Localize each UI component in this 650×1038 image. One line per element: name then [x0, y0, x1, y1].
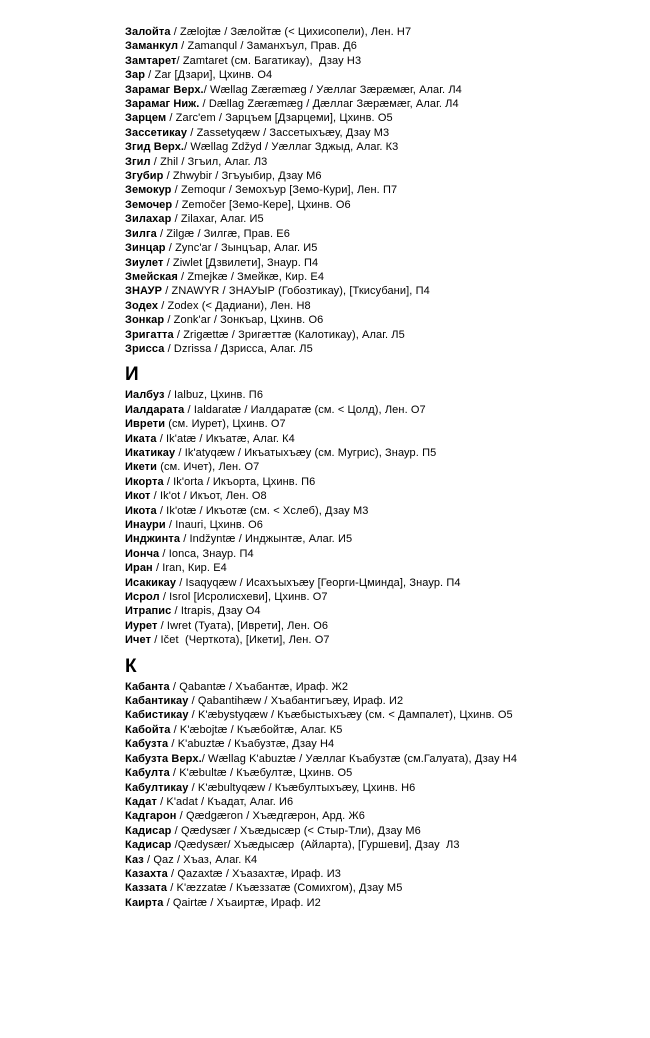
entry-rest: / Dzrissa / Дзрисса, Алаг. Л5	[164, 342, 313, 355]
entry-headword: Зарамаг Верх.	[125, 83, 204, 96]
entry-headword: Иалдарата	[125, 403, 185, 416]
entry-headword: Иврети	[125, 418, 166, 431]
entry-headword: Иалбуз	[125, 389, 165, 402]
entry-line	[125, 388, 635, 402]
entry-line	[125, 155, 635, 169]
entry-rest: / Qædgæron / Хъæдгæрон, Ард. Ж6	[176, 810, 365, 823]
entry-headword: Зрисса	[125, 342, 165, 355]
entry-line	[125, 256, 635, 270]
entry-headword: Зилга	[125, 227, 157, 240]
entry-headword: Згид Верх.	[125, 141, 185, 154]
entry-headword: Залойта	[125, 26, 171, 38]
entry-headword: Каирта	[125, 896, 164, 909]
entry-line	[125, 54, 635, 68]
entry-line	[125, 140, 635, 154]
entry-rest: / Zync'ar / Зынцъар, Алаг. И5	[165, 242, 318, 255]
entry-headword: Зиулет	[125, 256, 164, 269]
entry-headword: Кабулта	[125, 767, 170, 780]
entry-line	[125, 97, 635, 111]
entry-rest: / K'abuztæ / Къабузтæ, Дзау Н4	[168, 738, 335, 751]
entry-line	[125, 881, 635, 895]
entry-headword: Икатикау	[125, 446, 176, 459]
entry-headword: Кадгарон	[125, 810, 177, 823]
entry-headword: Замтарет	[125, 54, 177, 67]
entry-headword: Кадисар	[125, 824, 172, 837]
entry-line	[125, 504, 635, 518]
entry-headword: Згубир	[125, 170, 164, 183]
entry-line	[125, 489, 635, 503]
entry-rest: / Zælojtæ / Зæлойтæ (< Цихисопели), Лен. Н7	[170, 26, 412, 38]
entry-line	[125, 212, 635, 226]
entry-rest: / Zrigættæ / Зригæттæ (Калотикау), Алаг. Л5	[173, 328, 405, 341]
entry-line	[125, 518, 635, 532]
entry-rest: (см. Иурет), Цхинв. О7	[165, 418, 286, 431]
entry-rest: / Ialbuz, Цхинв. П6	[164, 389, 264, 402]
entry-line	[125, 126, 635, 140]
entry-rest: / Wællag K'abuztæ / Уæллаг Къабузтæ (см.Галуата), Дзау Н4	[201, 752, 518, 765]
entry-rest: / Zamanqul / Заманхъул, Прав. Д6	[178, 40, 357, 53]
entry-rest: / Zhwybir / Згъуыбир, Дзау М6	[163, 170, 322, 183]
entry-line	[125, 198, 635, 212]
entry-rest: / Zemočer [Земо-Кере], Цхинв. О6	[172, 198, 351, 211]
entry-headword: Исакикау	[125, 576, 177, 589]
entry-rest: / Isaqyqæw / Исахъыхъæу [Георги-Цминда], Знаур. П4	[176, 576, 461, 589]
entry-headword: Ичет	[125, 634, 152, 647]
entry-rest: / Iwret (Туата), [Иврети], Лен. О6	[157, 619, 329, 632]
entry-line	[125, 619, 635, 633]
entry-rest: / K'æbystyqæw / Къæбыстыхъæу (см. < Дампалет), Цхинв. О5	[188, 709, 513, 722]
entry-rest: / Ičet (Черткота), [Икети], Лен. О7	[151, 634, 330, 647]
entry-rest: / Zarc'em / Зарцъем [Дзарцеми], Цхинв. О5	[166, 112, 393, 125]
entry-line	[125, 227, 635, 241]
entry-headword: Ионча	[125, 547, 160, 560]
entry-rest: / Zilaxar, Алаг. И5	[171, 213, 264, 226]
entry-headword: Зар	[125, 69, 146, 82]
section-letter: К	[125, 655, 137, 677]
entry-headword: Кабултикау	[125, 781, 189, 794]
entry-rest: / Qazaxtæ / Хъазахтæ, Ираф. И3	[167, 867, 341, 880]
entry-headword: Инаури	[125, 519, 166, 531]
entry-headword: Земокур	[125, 184, 172, 197]
entry-headword: Каззата	[125, 882, 168, 895]
entry-line	[125, 708, 635, 722]
entry-rest: / Ik'ot / Икъот, Лен. О8	[150, 490, 267, 503]
entry-rest: / Ik'atyqæw / Икъатыхъæу (см. Мугрис), Знаур. П5	[175, 446, 437, 459]
entry-rest: / Qairtæ / Хъаиртæ, Ираф. И2	[163, 896, 321, 909]
entry-headword: Кадисар	[125, 839, 172, 852]
entry-headword: Земочер	[125, 198, 173, 211]
entry-headword: Зодех	[125, 299, 159, 312]
entry-rest: / Ik'atæ / Икъатæ, Алаг. К4	[156, 432, 295, 445]
entry-headword: Казахта	[125, 867, 168, 880]
entry-headword: Каз	[125, 853, 144, 866]
entry-rest: / Iran, Кир. Е4	[152, 562, 227, 575]
entry-rest: / K'æbojtæ / Къæбойтæ, Алаг. К5	[170, 723, 343, 736]
entry-headword: Кабузта	[125, 738, 169, 751]
entry-line	[125, 446, 635, 460]
entry-line	[125, 403, 635, 417]
entry-headword: Заманкул	[125, 40, 179, 53]
entry-line	[125, 68, 635, 82]
entry-headword: Инджинта	[125, 533, 181, 546]
entry-headword: Зассетикау	[125, 126, 188, 139]
entry-rest: / K'æbultyqæw / Къæбултыхъæу, Цхинв. Н6	[188, 781, 416, 794]
entry-rest: / Wællag Zdžyd / Уæллаг Зджыд, Алаг. К3	[184, 141, 399, 154]
entry-headword: Зарцем	[125, 112, 167, 125]
entry-headword: Икот	[125, 490, 151, 503]
entry-rest: / Indžyntæ / Инджынтæ, Алаг. И5	[180, 533, 353, 546]
entry-rest: /Qædysær/ Хъæдысæр (Айларта), [Гуршеви], Дзау Л3	[171, 839, 460, 852]
entry-line	[125, 169, 635, 183]
entry-line	[125, 460, 635, 474]
entry-rest: / Qædysær / Хъæдысæр (< Стыр-Тли), Дзау М6	[171, 824, 421, 837]
entry-list	[125, 25, 635, 910]
entry-line	[125, 737, 635, 751]
entry-rest: / Ik'orta / Икъорта, Цхинв. П6	[163, 475, 316, 488]
entry-line	[125, 532, 635, 546]
entry-line	[125, 241, 635, 255]
entry-line	[125, 183, 635, 197]
entry-rest: / Zilgæ / Зилгæ, Прав. Е6	[156, 227, 290, 240]
entry-line	[125, 284, 635, 298]
entry-rest: / Qabantihæw / Хъабантигъæу, Ираф. И2	[188, 695, 404, 708]
entry-rest: / Itrapis, Дзау О4	[171, 605, 261, 618]
entry-headword: Исрол	[125, 591, 160, 604]
entry-line	[125, 299, 635, 313]
entry-rest: / K'æbultæ / Къæбултæ, Цхинв. О5	[169, 767, 353, 780]
entry-line	[125, 475, 635, 489]
entry-rest: / Ik'otæ / Икъотæ (см. < Хслеб), Дзау М3	[156, 504, 369, 517]
entry-line	[125, 723, 635, 737]
entry-headword: Зонкар	[125, 314, 165, 327]
entry-headword: Икота	[125, 504, 157, 517]
entry-rest: / Ziwlet [Дзвилети], Знаур. П4	[163, 256, 319, 269]
entry-rest: / Zhil / Згъил, Алаг. Л3	[150, 155, 268, 168]
entry-line	[125, 795, 635, 809]
entry-line	[125, 111, 635, 125]
entry-line	[125, 694, 635, 708]
entry-rest: / Zemoqur / Земохъур [Земо-Кури], Лен. П7	[171, 184, 398, 197]
entry-line	[125, 561, 635, 575]
entry-line	[125, 838, 635, 852]
entry-headword: Икети	[125, 461, 158, 474]
entry-rest: / Isrol [Исролисхеви], Цхинв. О7	[159, 591, 328, 604]
entry-line	[125, 39, 635, 53]
entry-headword: Кабузта Верх.	[125, 752, 202, 765]
entry-line	[125, 633, 635, 647]
entry-rest: / Ialdaratæ / Иалдаратæ (см. < Цолд), Лен. О7	[184, 403, 426, 416]
entry-rest: / Wællag Zæræmæg / Уæллаг Зæрæмæг, Алаг. Л4	[203, 83, 462, 96]
entry-rest: / Zar [Дзари], Цхинв. О4	[145, 69, 273, 82]
entry-line	[125, 342, 635, 356]
entry-rest: / Zodex (< Дадиани), Лен. Н8	[158, 299, 311, 312]
entry-line	[125, 83, 635, 97]
entry-rest: / Zonk'ar / Зонкъар, Цхинв. О6	[164, 314, 324, 327]
entry-headword: Итрапис	[125, 605, 172, 618]
entry-rest: / Inauri, Цхинв. О6	[165, 519, 264, 531]
entry-line	[125, 547, 635, 561]
entry-headword: ЗНАУР	[125, 285, 163, 298]
entry-line	[125, 853, 635, 867]
entry-line	[125, 590, 635, 604]
section-letter: И	[125, 364, 139, 386]
entry-headword: Иката	[125, 432, 157, 445]
entry-line	[125, 576, 635, 590]
entry-headword: Згил	[125, 155, 151, 168]
entry-headword: Кадат	[125, 795, 157, 808]
entry-line	[125, 824, 635, 838]
entry-headword: Зарамаг Ниж.	[125, 98, 200, 111]
entry-line	[125, 896, 635, 910]
entry-headword: Зинцар	[125, 242, 166, 255]
entry-line	[125, 328, 635, 342]
entry-headword: Иурет	[125, 619, 158, 632]
entry-line	[125, 417, 635, 431]
entry-line	[125, 270, 635, 284]
entry-headword: Кабойта	[125, 723, 171, 736]
entry-line	[125, 680, 635, 694]
entry-headword: Зригатта	[125, 328, 174, 341]
entry-headword: Змейская	[125, 270, 178, 283]
entry-line	[125, 781, 635, 795]
entry-line	[125, 604, 635, 618]
entry-rest: / Zamtaret (см. Багатикау), Дзау Н3	[176, 54, 362, 67]
entry-rest: / Ionca, Знаур. П4	[159, 547, 254, 560]
entry-rest: / Qaz / Хъаз, Алаг. К4	[143, 853, 258, 866]
entry-rest: (см. Ичет), Лен. О7	[157, 461, 260, 474]
entry-line	[125, 25, 635, 39]
entry-line	[125, 867, 635, 881]
entry-headword: Зилахар	[125, 213, 172, 226]
document-page	[125, 25, 635, 910]
entry-line	[125, 809, 635, 823]
entry-headword: Кабанта	[125, 680, 170, 693]
entry-rest: / K'adat / Къадат, Алаг. И6	[156, 795, 294, 808]
entry-headword: Кабистикау	[125, 709, 189, 722]
entry-line	[125, 766, 635, 780]
entry-rest: / Dællag Zæræmæg / Дæллаг Зæрæмæг, Алаг. Л4	[199, 98, 459, 111]
entry-headword: Икорта	[125, 475, 164, 488]
entry-rest: / ZNAWYR / ЗНАУЫР (Гобозтикау), [Ткисубани], П4	[162, 285, 430, 298]
entry-rest: / Qabantæ / Хъабантæ, Ираф. Ж2	[169, 680, 349, 693]
entry-rest: / Zmejkæ / Змейкæ, Кир. Е4	[177, 270, 325, 283]
entry-line	[125, 752, 635, 766]
entry-line	[125, 432, 635, 446]
entry-headword: Кабантикау	[125, 695, 189, 708]
entry-rest: / K'æzzatæ / Къæззатæ (Сомихгом), Дзау М5	[167, 882, 403, 895]
entry-rest: / Zassetyqæw / Зассетыхъæу, Дзау М3	[187, 126, 390, 139]
entry-headword: Иран	[125, 562, 153, 575]
entry-line	[125, 313, 635, 327]
